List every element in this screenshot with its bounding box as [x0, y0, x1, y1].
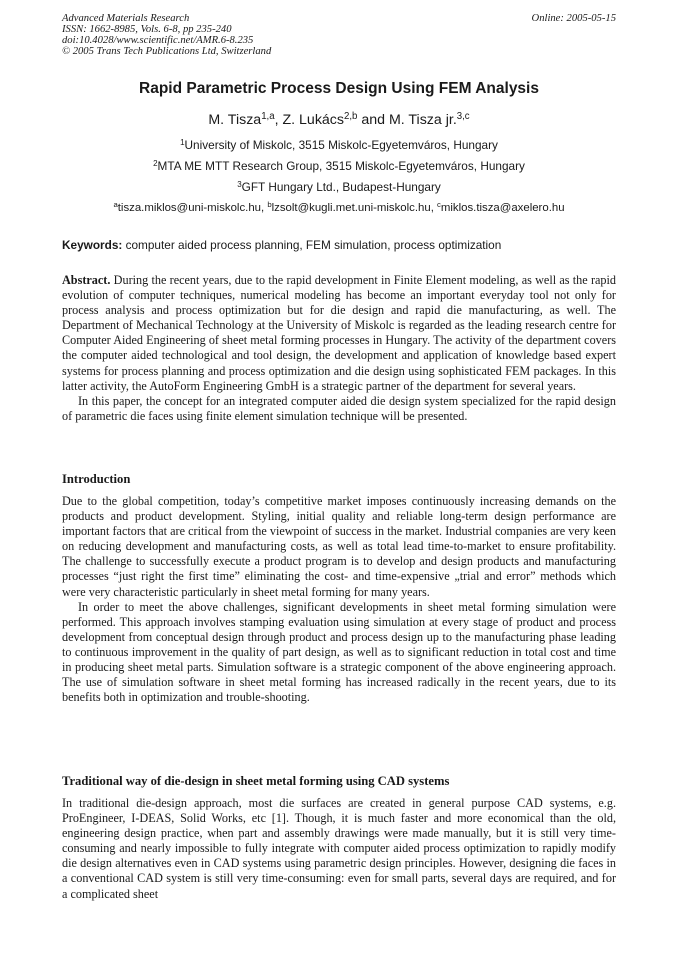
- affiliation-superscript: 1: [180, 138, 185, 147]
- traditional-body: [62, 796, 616, 902]
- author-list: [62, 112, 616, 128]
- section-heading-introduction: Introduction: [62, 472, 131, 486]
- doi-line: doi:10.4028/www.scientific.net/AMR.6-8.235: [62, 35, 254, 46]
- author-superscript: 1,a: [261, 111, 275, 123]
- affiliation-superscript: 2: [153, 159, 158, 168]
- author-name: Z. Lukács: [282, 112, 344, 128]
- keywords-label: Keywords:: [62, 238, 123, 252]
- abstract-label: Abstract.: [62, 273, 111, 287]
- abstract-paragraph: [62, 273, 616, 394]
- body-paragraph: In traditional die-design approach, most die surfaces are created in general purpose CAD systems, e.g. ProEngineer, I-DEAS, Solid Works, etc [1]. Though, it is much faster and more economical than the old, engineering design practice, when part and assembly drawings were made manually, but it is still very time-consuming and nearly impossible to fully integrate with computer aided process optimization to rapidly modify die design alternatives even in CAD systems using parametric design principles. However, designing die faces in a conventional CAD system is still very time-consuming: even for small parts, several days are required, and for a complicated sheet: [62, 796, 616, 901]
- email-superscript: c: [437, 200, 441, 210]
- journal-name: Advanced Materials Research: [62, 13, 190, 24]
- email-address[interactable]: lzsolt@kugli.met.uni-miskolc.hu,: [271, 202, 438, 214]
- affiliation-text: MTA ME MTT Research Group, 3515 Miskolc-Egyetemváros, Hungary: [157, 159, 525, 173]
- affiliation-1: [62, 138, 616, 152]
- abstract-text: During the recent years, due to the rapid development in Finite Element modeling, as well as the rapid evolution of computer techniques, numerical modeling has become an important everyday tool not only for process analysis and process optimization but for die design and rapid die manufacturing, as well. The Department of Mechanical Technology at the University of Miskolc is regarded as the leading research centre for Computer Aided Engineering of sheet metal forming processes in Hungary. The activity of the department covers the computer aided technological and tool design, the development and application of knowledge based expert systems for process planning and process optimization and die design using sophisticated FEM packages. In this latter activity, the AutoForm Engineering GmbH is a strategic partner of the department for several years.: [62, 273, 616, 393]
- issn-line: ISSN: 1662-8985, Vols. 6-8, pp 235-240: [62, 24, 232, 35]
- email-address[interactable]: tisza.miklos@uni-miskolc.hu,: [117, 202, 268, 214]
- affiliation-text: GFT Hungary Ltd., Budapest-Hungary: [241, 180, 441, 194]
- author-separator: and: [357, 112, 389, 128]
- section-heading-traditional: Traditional way of die-design in sheet metal forming using CAD systems: [62, 774, 450, 788]
- running-header: [62, 13, 616, 57]
- author-superscript: 2,b: [344, 111, 358, 123]
- paper-title: Rapid Parametric Process Design Using FEM Analysis: [139, 80, 539, 97]
- body-paragraph: In order to meet the above challenges, significant developments in sheet metal forming simulation were performed. This approach involves stamping evaluation using simulation at every stage of product and process development from conceptual design through product and process design up to the manufacturing phase leading to continuous improvement in the quality of part design, as well as to significant reduction in total cost and time in producing sheet metal parts. Simulation software is a strategic component of the above engineering approach. The use of simulation software in sheet metal forming has increased radically in the recent years, due to its benefits both in optimization and trouble-shooting.: [62, 599, 616, 705]
- keywords-text: computer aided process planning, FEM simulation, process optimization: [122, 238, 502, 252]
- affiliation-text: University of Miskolc, 3515 Miskolc-Egyetemváros, Hungary: [184, 138, 498, 152]
- author-name: M. Tisza jr.: [388, 112, 457, 128]
- body-paragraph: Due to the global competition, today’s competitive market imposes continuously increasing demands on the products and product development. Styling, initial quality and reliable long-term design performance are important factors that are critical from the viewpoint of success in the market. Industrial companies are very keen on reducing development and manufacturing costs, as well as total lead time-to-market to ensure profitability. The challenge to successfully execute a product program is to develop and design products and manufacturing processes “just right the first time” eliminating the cost- and time-expensive „trial and error” methods which were very characteristic particularly in sheet metal forming for many years.: [62, 494, 616, 599]
- copyright-line: © 2005 Trans Tech Publications Ltd, Switzerland: [62, 46, 272, 57]
- keywords-line: [62, 238, 616, 252]
- author-superscript: 3,c: [456, 111, 470, 123]
- email-line: [62, 202, 616, 214]
- author-separator: ,: [274, 112, 283, 128]
- affiliation-2: [62, 159, 616, 173]
- affiliation-3: [62, 180, 616, 194]
- introduction-body: [62, 494, 616, 705]
- online-date: Online: 2005-05-15: [531, 13, 616, 24]
- email-superscript: b: [267, 200, 272, 210]
- abstract-paragraph: In this paper, the concept for an integrated computer aided die design system specialized for the rapid design of parametric die faces using finite element simulation technique will be presented.: [62, 393, 616, 423]
- author-name: M. Tisza: [208, 112, 262, 128]
- abstract-section: [62, 273, 616, 424]
- affiliation-superscript: 3: [237, 180, 242, 189]
- email-address[interactable]: miklos.tisza@axelero.hu: [440, 202, 565, 214]
- email-superscript: a: [113, 200, 118, 210]
